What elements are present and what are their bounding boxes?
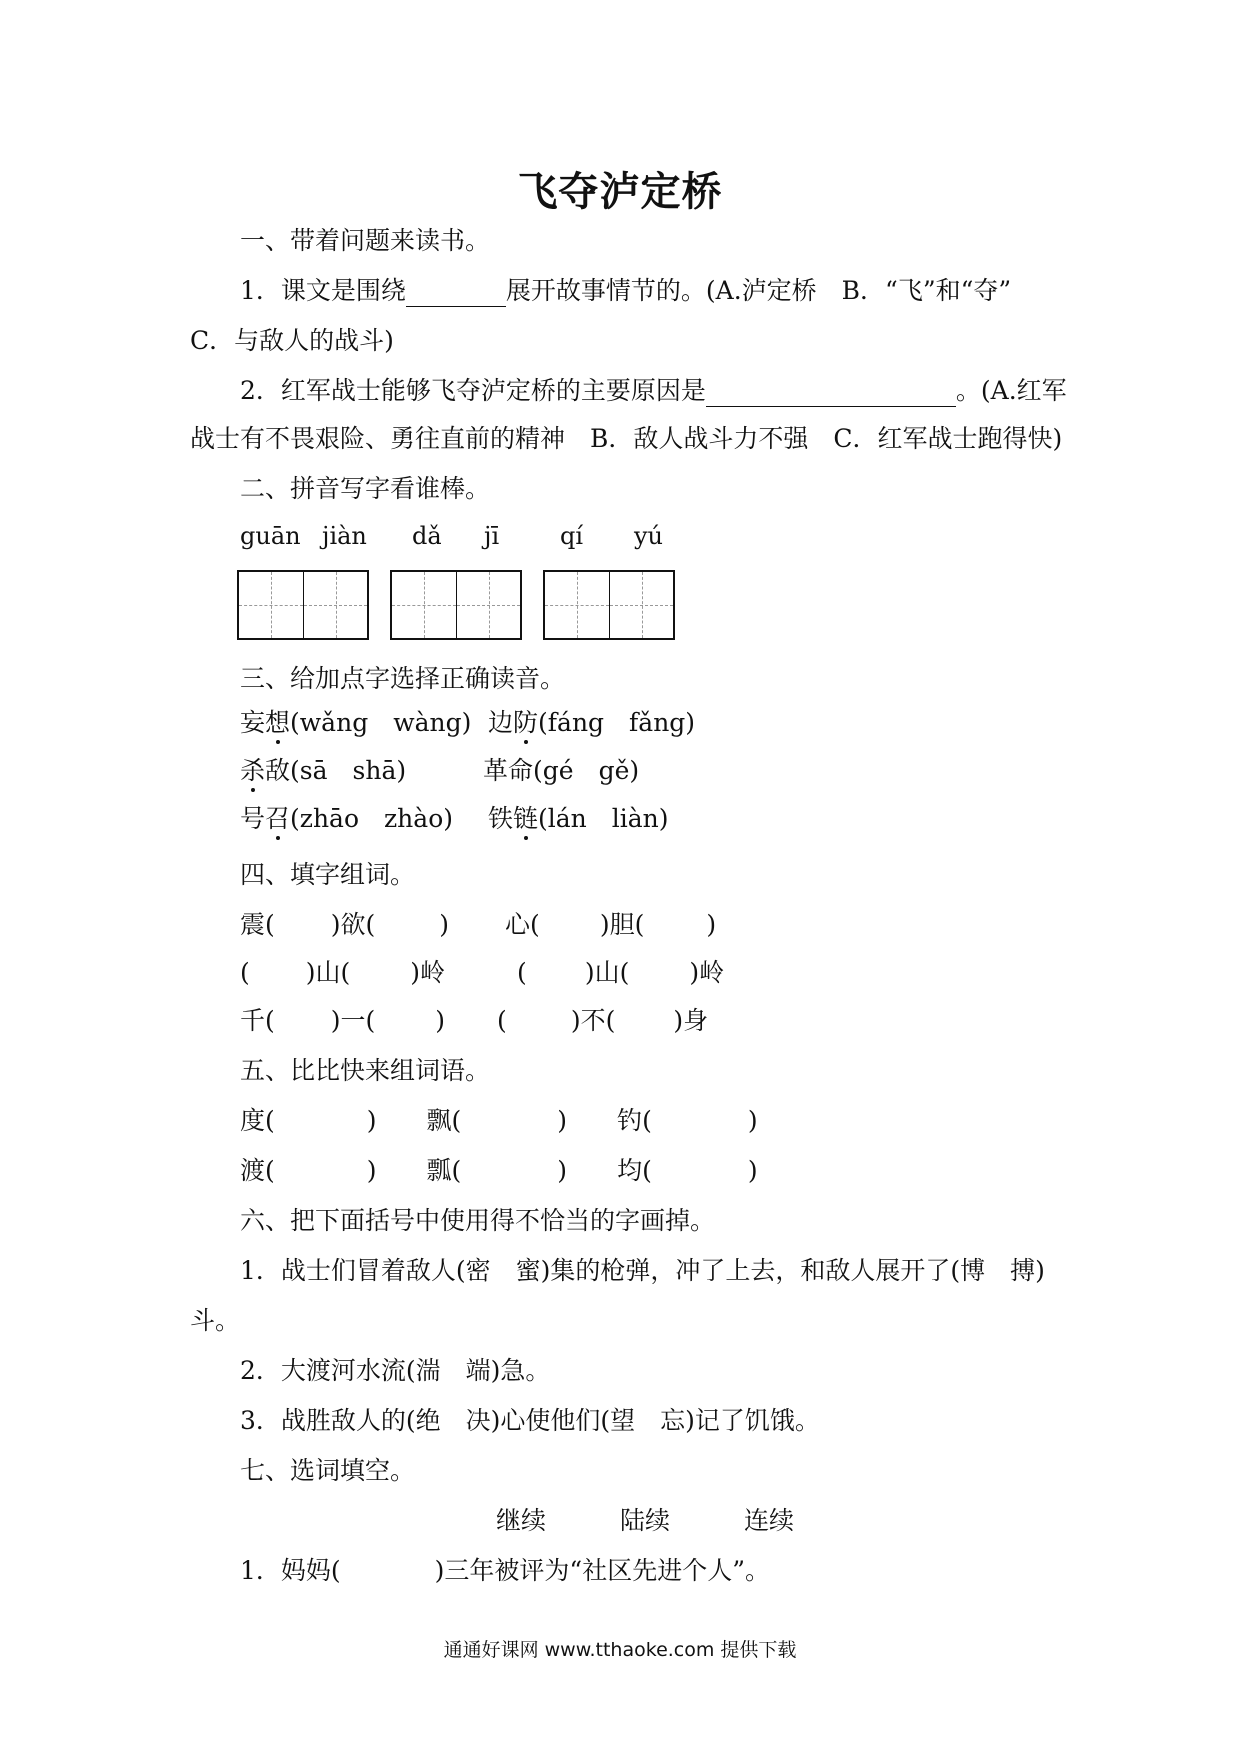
- s5-fill-text: ): [557, 1156, 568, 1185]
- s3-item-2: [488, 708, 695, 738]
- s4-fill-text: )欲(: [330, 910, 376, 939]
- s4-fill-text: )一(: [330, 1006, 376, 1035]
- s5-fill-text: 度(: [240, 1106, 275, 1135]
- s1-q1-blank: [406, 276, 506, 307]
- s5-fill-text: 飘(: [426, 1106, 462, 1135]
- s3-item-3: [240, 756, 406, 786]
- s4-fill-text: 震(: [240, 910, 275, 939]
- s6-q2: 2．大渡河水流(湍 端)急。: [240, 1356, 551, 1385]
- writing-cell[interactable]: [545, 572, 609, 638]
- s3-dotted-char: 杀: [240, 756, 266, 785]
- s7-question-1: [240, 1556, 770, 1586]
- s1-q2-text-c: 战士有不畏艰险、勇往直前的精神 B．敌人战斗力不强 C．红军战士跑得快): [190, 424, 1063, 453]
- s4-fill-text: 千(: [240, 1006, 275, 1035]
- s5-row-1: [240, 1106, 758, 1136]
- s7-q1-text-a: 1．妈妈(: [240, 1556, 341, 1585]
- s5-row-2: [240, 1156, 758, 1186]
- pinyin-6: yú: [634, 522, 664, 550]
- s3-options: (fáng fǎng): [538, 708, 696, 737]
- s3-options: (lán liàn): [538, 804, 669, 833]
- s4-fill-text: ): [435, 1006, 446, 1035]
- s1-q2-blank: [706, 376, 956, 407]
- section-1-heading: 一、带着问题来读书。: [240, 226, 491, 255]
- s4-fill-text: )山(: [305, 958, 351, 987]
- s4-row-1: [240, 910, 716, 940]
- s3-item-char: 铁: [488, 804, 514, 833]
- s4-row-2: [240, 958, 724, 988]
- s4-fill-text: )身: [673, 1006, 709, 1035]
- s1-question-2: [240, 376, 1067, 407]
- s3-options: (sā shā): [290, 756, 407, 785]
- s3-item-4: [483, 756, 639, 786]
- s4-row-3: [240, 1006, 708, 1036]
- s3-dotted-char: 链: [513, 804, 539, 833]
- pinyin-3: dǎ: [412, 522, 442, 550]
- s3-options: (wǎng wàng): [290, 708, 472, 737]
- s5-fill-text: 钓(: [617, 1106, 652, 1135]
- writing-cell[interactable]: [239, 572, 303, 638]
- writing-grid-2[interactable]: [390, 570, 522, 640]
- s4-fill-text: )岭: [410, 958, 446, 987]
- s5-fill-text: ): [747, 1156, 758, 1185]
- pinyin-2: jiàn: [322, 522, 367, 550]
- s7-word-1: 继续: [496, 1506, 547, 1535]
- section-4-heading: 四、填字组词。: [240, 860, 416, 889]
- s3-item-char: 妄: [240, 708, 266, 737]
- s5-fill-text: ): [557, 1106, 568, 1135]
- s6-q1-text-b: 斗。: [190, 1306, 241, 1335]
- s5-fill-text: 均(: [617, 1156, 652, 1185]
- s3-item-char: 命: [508, 756, 534, 785]
- s4-fill-text: (: [497, 1006, 507, 1035]
- s3-item-char: 敌: [265, 756, 291, 785]
- s1-question-1: [240, 276, 1011, 307]
- s5-fill-text: ): [366, 1156, 377, 1185]
- section-2-heading: 二、拼音写字看谁棒。: [240, 474, 491, 503]
- s7-word-3: 连续: [744, 1506, 795, 1535]
- s3-dotted-char: 召: [265, 804, 291, 833]
- s4-fill-text: (: [517, 958, 527, 987]
- section-3-heading: 三、给加点字选择正确读音。: [240, 664, 566, 693]
- pinyin-1: guān: [240, 522, 301, 550]
- s3-item-5: [240, 804, 453, 834]
- s3-item-char: 革: [483, 756, 509, 785]
- footer-credit: 通通好课网 www.tthaoke.com 提供下载: [443, 1639, 797, 1661]
- s5-fill-text: ): [747, 1106, 758, 1135]
- writing-cell[interactable]: [303, 572, 367, 638]
- s5-fill-text: 瓢(: [426, 1156, 462, 1185]
- s4-fill-text: (: [240, 958, 250, 987]
- s4-fill-text: ): [706, 910, 717, 939]
- s1-q2-text-a: 2．红军战士能够飞夺泸定桥的主要原因是: [240, 376, 706, 405]
- s4-fill-text: 心(: [505, 910, 540, 939]
- s3-options: (gé gě): [533, 756, 640, 785]
- section-7-heading: 七、选词填空。: [240, 1456, 416, 1485]
- pinyin-5: qí: [560, 522, 584, 550]
- s7-q1-text-b: )三年被评为“社区先进个人”。: [434, 1556, 770, 1585]
- s4-fill-text: )山(: [584, 958, 630, 987]
- writing-cell[interactable]: [392, 572, 456, 638]
- writing-cell[interactable]: [456, 572, 520, 638]
- s4-fill-text: ): [439, 910, 450, 939]
- s1-q1-text-a: 1．课文是围绕: [240, 276, 406, 305]
- writing-cell[interactable]: [609, 572, 673, 638]
- s3-options: (zhāo zhào): [290, 804, 453, 833]
- s1-q2-text-b: 。(A.红军: [955, 376, 1067, 405]
- s5-fill-text: ): [366, 1106, 377, 1135]
- s1-q1-text-c: C．与敌人的战斗): [190, 326, 394, 355]
- s5-fill-text: 渡(: [240, 1156, 275, 1185]
- s7-word-2: 陆续: [620, 1506, 671, 1535]
- s6-q3: 3．战胜敌人的(绝 决)心使他们(望 忘)记了饥饿。: [240, 1406, 820, 1435]
- section-6-heading: 六、把下面括号中使用得不恰当的字画掉。: [240, 1206, 716, 1235]
- s4-fill-text: )胆(: [599, 910, 645, 939]
- s3-dotted-char: 防: [513, 708, 539, 737]
- pinyin-4: jī: [484, 522, 500, 550]
- writing-grid-1[interactable]: [237, 570, 369, 640]
- s3-dotted-char: 想: [265, 708, 291, 737]
- page-title: 飞夺泸定桥: [517, 169, 723, 215]
- s1-q1-text-b: 展开故事情节的。(A.泸定桥 B．“飞”和“夺”: [505, 276, 1012, 305]
- s4-fill-text: )岭: [689, 958, 725, 987]
- s3-item-6: [488, 804, 669, 834]
- s3-item-char: 号: [240, 804, 266, 833]
- s3-item-char: 边: [488, 708, 514, 737]
- s6-q1-text-a: 1．战士们冒着敌人(密 蜜)集的枪弹，冲了上去，和敌人展开了(博 搏): [240, 1256, 1045, 1285]
- s3-item-1: [240, 708, 471, 738]
- writing-grid-3[interactable]: [543, 570, 675, 640]
- s4-fill-text: )不(: [570, 1006, 616, 1035]
- section-5-heading: 五、比比快来组词语。: [240, 1056, 491, 1085]
